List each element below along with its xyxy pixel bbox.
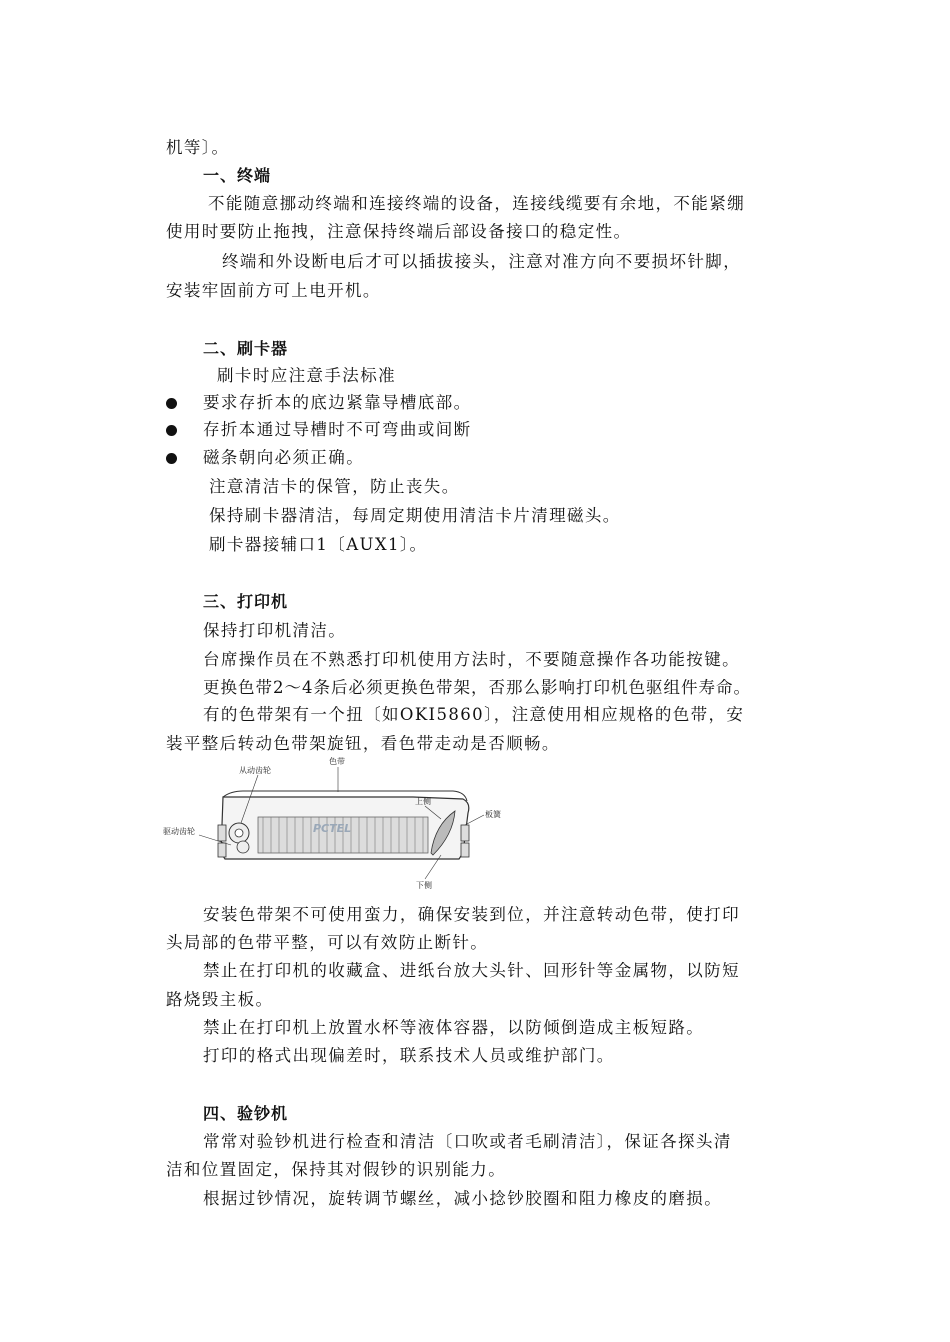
text-line: 头局部的色带平整，可以有效防止断针。 [166, 933, 489, 952]
text-line: 机等〕。 [166, 138, 230, 157]
text-line: 保持打印机清洁。 [203, 621, 347, 640]
text-line: 根据过钞情况，旋转调节螺丝，减小捻钞胶圈和阻力橡皮的磨损。 [203, 1189, 723, 1208]
text-line: 路烧毁主板。 [166, 990, 274, 1009]
text-line: 刷卡时应注意手法标准 [217, 366, 396, 385]
text-line: 常常对验钞机进行检查和清洁〔口吹或者毛刷清洁〕，保证各探头清 [203, 1132, 732, 1151]
text-line: 注意清洁卡的保管，防止丧失。 [209, 477, 460, 496]
text-line: 终端和外设断电后才可以插拔接头，注意对准方向不要损坏针脚， [222, 252, 742, 271]
bullet-icon [166, 453, 177, 464]
label-driven-gear: 从动齿轮 [239, 766, 271, 775]
section-heading: 三、打印机 [203, 592, 289, 611]
text-line: 有的色带架有一个扭〔如OKI5860〕，注意使用相应规格的色带，安 [203, 705, 745, 724]
text-line: 洁和位置固定，保持其对假钞的识别能力。 [166, 1160, 507, 1179]
label-lower-side: 下侧 [416, 881, 432, 890]
text-line: 保持刷卡器清洁，每周定期使用清洁卡片清理磁头。 [209, 506, 621, 525]
bullet-icon [166, 398, 177, 409]
text-line: 更换色带2～4条后必须更换色带架，否那么影响打印机色驱组件寿命。 [203, 678, 751, 697]
list-item: 存折本通过导槽时不可弯曲或间断 [203, 420, 472, 439]
label-ribbon: 色带 [329, 757, 345, 766]
section-heading: 一、终端 [203, 166, 272, 185]
text-line: 禁止在打印机上放置水杯等液体容器，以防倾倒造成主板短路。 [203, 1018, 705, 1037]
text-line: 禁止在打印机的收藏盒、进纸台放大头针、回形针等金属物，以防短 [203, 961, 740, 980]
text-line: 打印的格式出现偏差时，联系技术人员或维护部门。 [203, 1046, 615, 1065]
section-heading: 四、验钞机 [203, 1104, 289, 1123]
bullet-icon [166, 425, 177, 436]
watermark-logo: PCTEL [313, 822, 352, 835]
text-line: 刷卡器接辅口1〔AUX1〕。 [209, 535, 428, 554]
ribbon-cartridge-diagram [163, 755, 518, 890]
section-heading: 二、刷卡器 [203, 339, 289, 358]
text-line: 安装色带架不可使用蛮力，确保安装到位，并注意转动色带，使打印 [203, 905, 740, 924]
text-line: 使用时要防止拖拽，注意保持终端后部设备接口的稳定性。 [166, 222, 632, 241]
label-drive-gear: 驱动齿轮 [163, 827, 195, 836]
drive-gear [237, 841, 249, 853]
list-item: 磁条朝向必须正确。 [203, 448, 365, 467]
text-line: 不能随意挪动终端和连接终端的设备，连接线缆要有余地，不能紧绷 [208, 194, 745, 213]
label-upper-side: 上侧 [415, 797, 431, 806]
list-item: 要求存折本的底边紧靠导槽底部。 [203, 393, 472, 412]
label-leaf-spring: 板簧 [485, 810, 501, 819]
text-line: 安装牢固前方可上电开机。 [166, 281, 381, 300]
text-line: 装平整后转动色带架旋钮，看色带走动是否顺畅。 [166, 734, 560, 753]
text-line: 台席操作员在不熟悉打印机使用方法时，不要随意操作各功能按键。 [203, 650, 740, 669]
